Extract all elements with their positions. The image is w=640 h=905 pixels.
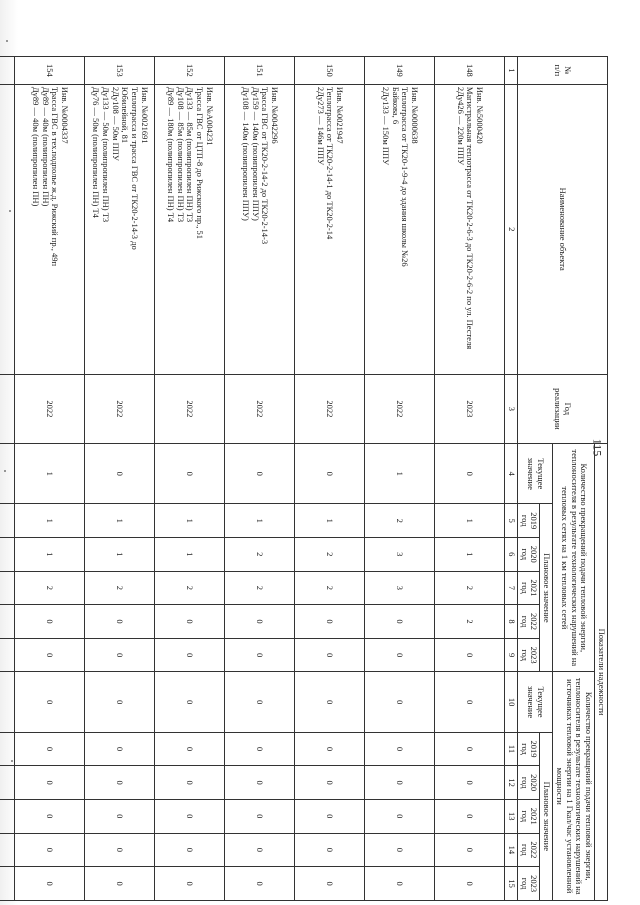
network-planned-value: 0 bbox=[225, 605, 295, 639]
column-number: 4 bbox=[505, 444, 518, 504]
table-body bbox=[0, 57, 505, 901]
implementation-year: 2023 bbox=[435, 374, 505, 444]
table-row bbox=[435, 57, 505, 901]
row-number: 148 bbox=[435, 57, 505, 85]
header-year-2020: 2020 год bbox=[517, 538, 540, 572]
source-planned-value: 0 bbox=[295, 732, 365, 766]
network-planned-value: 2 bbox=[155, 571, 225, 605]
network-planned-value: 0 bbox=[85, 638, 155, 672]
object-name: Инв. №0021691 Теплотрасса и трасса ГВС от ТК20-2-14-3 до Юбилейной, 81 2Ду108 — 50м ППУ Ду133 — 50м (полипропилен ПН) Т3 Ду76 — 50м (полипропилен ПН) Т4 bbox=[85, 84, 155, 374]
column-number: 14 bbox=[505, 833, 518, 867]
column-number: 1 bbox=[505, 57, 518, 85]
column-number: 12 bbox=[505, 766, 518, 800]
network-planned-value bbox=[0, 504, 15, 538]
source-planned-value: 0 bbox=[15, 766, 85, 800]
implementation-year bbox=[0, 374, 15, 444]
source-planned-value bbox=[0, 732, 15, 766]
network-planned-value: 0 bbox=[295, 605, 365, 639]
header-year: Год реализации bbox=[517, 374, 607, 444]
header-year-2020: 2020 год bbox=[517, 766, 540, 800]
network-planned-value: 0 bbox=[295, 638, 365, 672]
source-planned-value: 0 bbox=[85, 867, 155, 901]
column-number: 9 bbox=[505, 638, 518, 672]
object-name bbox=[0, 84, 15, 374]
source-planned-value: 0 bbox=[225, 799, 295, 833]
row-number: 153 bbox=[85, 57, 155, 85]
source-planned-value: 0 bbox=[365, 732, 435, 766]
network-planned-value bbox=[0, 605, 15, 639]
source-planned-value: 0 bbox=[295, 766, 365, 800]
network-planned-value bbox=[0, 538, 15, 572]
page-number: 115 bbox=[590, 438, 605, 457]
source-planned-value: 0 bbox=[365, 867, 435, 901]
implementation-year: 2022 bbox=[365, 374, 435, 444]
object-name: Инв. №5000420 Магистральная теплотрасса от ТК20-2-6-3 до ТК20-2-6-2 по ул. Пестеля 2Ду426 — 220м ППУ bbox=[435, 84, 505, 374]
table-row bbox=[0, 57, 15, 901]
network-planned-value: 1 bbox=[295, 504, 365, 538]
column-number: 5 bbox=[505, 504, 518, 538]
column-number-row bbox=[505, 57, 518, 901]
column-number: 2 bbox=[505, 84, 518, 374]
network-planned-value bbox=[0, 571, 15, 605]
header-year-2019: 2019 год bbox=[517, 732, 540, 766]
column-number: 3 bbox=[505, 374, 518, 444]
source-planned-value: 0 bbox=[155, 799, 225, 833]
table-row bbox=[295, 57, 365, 901]
column-number: 8 bbox=[505, 605, 518, 639]
table-row bbox=[15, 57, 85, 901]
object-name: Инв. №А004231 Трасса ГВС от ЦТП-8 до Рижского пр., 51 Ду133 — 85м (полипропилен ПН) Т3 Ду108 — 85м (полипропилен ПН) Т3 Ду89 — 180м (полипропилен ПН) Т4 bbox=[155, 84, 225, 374]
network-current-value: 0 bbox=[155, 444, 225, 504]
header-object-name: Наименование объекта bbox=[517, 84, 607, 374]
source-planned-value: 0 bbox=[225, 732, 295, 766]
network-planned-value: 2 bbox=[85, 571, 155, 605]
header-group-networks: Количество прекращений подачи тепловой энергии, теплоносителя в результате технологических нарушений на тепловых сетях на 1 км тепловых сетей bbox=[553, 444, 595, 672]
header-current-a: Текущее значение bbox=[517, 444, 552, 504]
network-planned-value: 0 bbox=[435, 638, 505, 672]
source-planned-value: 0 bbox=[365, 799, 435, 833]
source-planned-value: 0 bbox=[225, 766, 295, 800]
implementation-year: 2022 bbox=[15, 374, 85, 444]
source-planned-value: 0 bbox=[435, 867, 505, 901]
network-planned-value: 3 bbox=[365, 571, 435, 605]
header-year-2021: 2021 год bbox=[517, 571, 540, 605]
source-planned-value: 0 bbox=[15, 799, 85, 833]
row-number: 154 bbox=[15, 57, 85, 85]
header-year-2022: 2022 год bbox=[517, 605, 540, 639]
network-current-value: 1 bbox=[15, 444, 85, 504]
header-planned-a: Плановое значение bbox=[540, 504, 553, 672]
network-current-value: 0 bbox=[85, 444, 155, 504]
source-planned-value: 0 bbox=[85, 833, 155, 867]
header-current-b: Текущее значение bbox=[517, 672, 552, 732]
implementation-year: 2022 bbox=[155, 374, 225, 444]
column-number: 6 bbox=[505, 538, 518, 572]
network-planned-value: 1 bbox=[155, 538, 225, 572]
reliability-table bbox=[0, 56, 608, 901]
source-planned-value: 0 bbox=[365, 766, 435, 800]
network-current-value: 0 bbox=[435, 444, 505, 504]
implementation-year: 2022 bbox=[295, 374, 365, 444]
network-planned-value: 3 bbox=[365, 538, 435, 572]
header-indicators: Показатели надежности bbox=[595, 444, 608, 901]
source-current-value: 0 bbox=[365, 672, 435, 732]
source-planned-value: 0 bbox=[155, 766, 225, 800]
source-current-value: 0 bbox=[295, 672, 365, 732]
network-planned-value: 1 bbox=[85, 504, 155, 538]
header-year-2019: 2019 год bbox=[517, 504, 540, 538]
network-planned-value: 1 bbox=[15, 538, 85, 572]
table-row bbox=[225, 57, 295, 901]
source-planned-value: 0 bbox=[435, 732, 505, 766]
source-planned-value: 0 bbox=[225, 833, 295, 867]
network-planned-value: 0 bbox=[155, 638, 225, 672]
header-year-2021: 2021 год bbox=[517, 799, 540, 833]
network-planned-value: 0 bbox=[85, 605, 155, 639]
source-planned-value: 0 bbox=[15, 867, 85, 901]
source-current-value: 0 bbox=[435, 672, 505, 732]
network-current-value: 0 bbox=[225, 444, 295, 504]
object-name: Инв. №0004337 Трасса ГВС в тех.подполье ж.д. Рижский пр., 49п Ду89 — 40м (полипропилен ПН) Ду89 — 40м (полипропилен ПН) bbox=[15, 84, 85, 374]
source-planned-value: 0 bbox=[85, 799, 155, 833]
network-planned-value: 2 bbox=[435, 571, 505, 605]
source-current-value: 0 bbox=[225, 672, 295, 732]
header-year-2023: 2023 год bbox=[517, 638, 540, 672]
source-planned-value: 0 bbox=[365, 833, 435, 867]
network-planned-value: 2 bbox=[435, 605, 505, 639]
source-planned-value: 0 bbox=[295, 799, 365, 833]
column-number: 15 bbox=[505, 867, 518, 901]
network-current-value: 0 bbox=[295, 444, 365, 504]
column-number: 11 bbox=[505, 732, 518, 766]
source-planned-value bbox=[0, 867, 15, 901]
network-planned-value: 0 bbox=[365, 638, 435, 672]
source-planned-value: 0 bbox=[15, 732, 85, 766]
table-row bbox=[155, 57, 225, 901]
implementation-year: 2022 bbox=[225, 374, 295, 444]
network-planned-value: 0 bbox=[15, 638, 85, 672]
network-planned-value: 0 bbox=[15, 605, 85, 639]
source-planned-value: 0 bbox=[435, 833, 505, 867]
network-current-value: 1 bbox=[365, 444, 435, 504]
header-year-2022: 2022 год bbox=[517, 833, 540, 867]
network-planned-value: 2 bbox=[225, 571, 295, 605]
table-row bbox=[85, 57, 155, 901]
network-planned-value: 0 bbox=[365, 605, 435, 639]
source-planned-value: 0 bbox=[155, 867, 225, 901]
column-number: 7 bbox=[505, 571, 518, 605]
source-planned-value: 0 bbox=[225, 867, 295, 901]
source-planned-value: 0 bbox=[85, 766, 155, 800]
header-number: № п/п bbox=[517, 57, 607, 85]
source-current-value: 0 bbox=[85, 672, 155, 732]
row-number: 152 bbox=[155, 57, 225, 85]
scan-speck bbox=[6, 40, 8, 42]
object-name: Инв. №0021947 Теплотрасса от ТК20-2-14-1 до ТК20-2-14 2Ду273 — 146м ППУ bbox=[295, 84, 365, 374]
source-planned-value: 0 bbox=[435, 766, 505, 800]
network-planned-value: 1 bbox=[85, 538, 155, 572]
network-planned-value: 0 bbox=[225, 638, 295, 672]
source-planned-value: 0 bbox=[295, 833, 365, 867]
network-planned-value: 2 bbox=[225, 538, 295, 572]
network-planned-value: 1 bbox=[435, 504, 505, 538]
source-planned-value bbox=[0, 799, 15, 833]
source-current-value: 0 bbox=[15, 672, 85, 732]
source-planned-value: 0 bbox=[155, 833, 225, 867]
network-planned-value bbox=[0, 638, 15, 672]
object-name: Инв. №0000638 Теплотрасса от ТК20-1-9-4 до здания школы №26 Байкова, 6 2Ду133 — 150м ППУ bbox=[365, 84, 435, 374]
header-year-2023: 2023 год bbox=[517, 867, 540, 901]
network-planned-value: 1 bbox=[435, 538, 505, 572]
source-planned-value: 0 bbox=[155, 732, 225, 766]
network-planned-value: 1 bbox=[155, 504, 225, 538]
network-planned-value: 1 bbox=[225, 504, 295, 538]
header-group-sources: Количество прекращений подачи тепловой энергии, теплоносителя в результате технологических нарушений на источниках тепловой энергии на 1 Гкал/час установленной мощности bbox=[553, 672, 595, 901]
implementation-year: 2022 bbox=[85, 374, 155, 444]
object-name: Инв. №0042296 Трасса ГВС от ТК20-2-14-2 до ТК20-2-14-3 Ду159 — 140м (полипропилен ППУ) Ду108 — 140м (полипропилен ППУ) bbox=[225, 84, 295, 374]
header-planned-b: Плановое значение bbox=[540, 732, 553, 900]
table-row bbox=[365, 57, 435, 901]
network-planned-value: 2 bbox=[295, 538, 365, 572]
network-planned-value: 1 bbox=[15, 504, 85, 538]
source-planned-value: 0 bbox=[85, 732, 155, 766]
network-current-value bbox=[0, 444, 15, 504]
column-number: 10 bbox=[505, 672, 518, 732]
source-current-value bbox=[0, 672, 15, 732]
network-planned-value: 2 bbox=[365, 504, 435, 538]
source-planned-value: 0 bbox=[295, 867, 365, 901]
network-planned-value: 0 bbox=[155, 605, 225, 639]
column-number: 13 bbox=[505, 799, 518, 833]
source-planned-value bbox=[0, 833, 15, 867]
source-planned-value bbox=[0, 766, 15, 800]
row-number: 149 bbox=[365, 57, 435, 85]
source-current-value: 0 bbox=[155, 672, 225, 732]
row-number bbox=[0, 57, 15, 85]
row-number: 150 bbox=[295, 57, 365, 85]
source-planned-value: 0 bbox=[15, 833, 85, 867]
row-number: 151 bbox=[225, 57, 295, 85]
network-planned-value: 2 bbox=[295, 571, 365, 605]
network-planned-value: 2 bbox=[15, 571, 85, 605]
source-planned-value: 0 bbox=[435, 799, 505, 833]
